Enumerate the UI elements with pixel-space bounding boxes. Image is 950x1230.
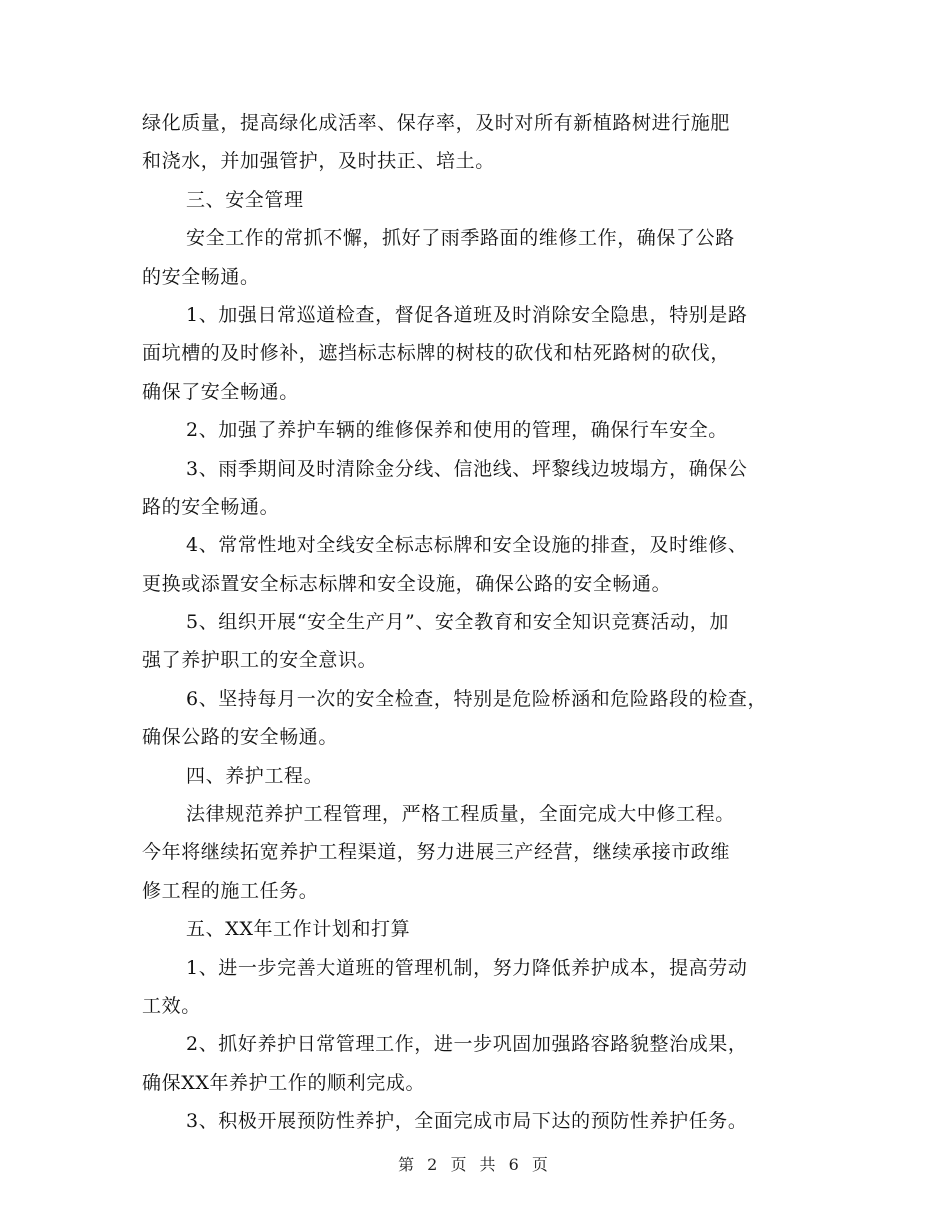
text-line: 今年将继续拓宽养护工程渠道，努力进展三产经营，继续承接市政维 bbox=[142, 841, 731, 864]
text-line: 确保公路的安全畅通。 bbox=[142, 726, 339, 749]
text-line: 5、组织开展“安全生产月”、安全教育和安全知识竞赛活动，加 bbox=[186, 611, 729, 634]
text-line: 6、坚持每月一次的安全检查，特别是危险桥涵和危险路段的检查， bbox=[186, 687, 768, 710]
text-line: 确保了安全畅通。 bbox=[142, 380, 299, 403]
text-line: 更换或添置安全标志标牌和安全设施，确保公路的安全畅通。 bbox=[142, 572, 672, 595]
text-line: 路的安全畅通。 bbox=[142, 495, 280, 518]
text-line: 3、雨季期间及时清除金分线、信池线、坪黎线边坡塌方，确保公 bbox=[186, 457, 748, 480]
text-line: 确保XX年养护工作的顺利完成。 bbox=[142, 1071, 426, 1094]
text-line: 4、常常性地对全线安全标志标牌和安全设施的排查，及时维修、 bbox=[186, 534, 748, 557]
section-heading: 四、养护工程。 bbox=[186, 764, 324, 787]
text-line: 2、加强了养护车辆的维修保养和使用的管理，确保行车安全。 bbox=[186, 419, 728, 442]
section-heading: 五、XX年工作计划和打算 bbox=[186, 918, 411, 941]
text-line: 面坑槽的及时修补，遮挡标志标牌的树枝的砍伐和枯死路树的砍伐， bbox=[142, 342, 731, 365]
text-line: 3、积极开展预防性养护，全面完成市局下达的预防性养护任务。 bbox=[186, 1110, 748, 1133]
text-line: 绿化质量，提高绿化成活率、保存率，及时对所有新植路树进行施肥 bbox=[142, 112, 731, 134]
document-body bbox=[142, 104, 822, 1141]
text-line: 1、加强日常巡道检查，督促各道班及时消除安全隐患，特别是路 bbox=[186, 303, 748, 326]
text-line: 法律规范养护工程管理，严格工程质量，全面完成大中修工程。 bbox=[186, 803, 735, 826]
text-line: 工效。 bbox=[142, 994, 201, 1017]
text-line: 修工程的施工任务。 bbox=[142, 879, 319, 902]
text-line: 2、抓好养护日常管理工作，进一步巩固加强路容路貌整治成果， bbox=[186, 1033, 748, 1056]
text-line: 强了养护职工的安全意识。 bbox=[142, 649, 378, 672]
section-heading: 三、安全管理 bbox=[186, 188, 304, 211]
text-line: 安全工作的常抓不懈，抓好了雨季路面的维修工作，确保了公路 bbox=[186, 227, 735, 250]
text-line: 和浇水，并加强管护，及时扶正、培土。 bbox=[142, 150, 495, 173]
page-number-footer: 第 2 页 共 6 页 bbox=[398, 1155, 552, 1174]
text-line: 1、进一步完善大道班的管理机制，努力降低养护成本，提高劳动 bbox=[186, 956, 748, 979]
text-line: 的安全畅通。 bbox=[142, 265, 260, 288]
